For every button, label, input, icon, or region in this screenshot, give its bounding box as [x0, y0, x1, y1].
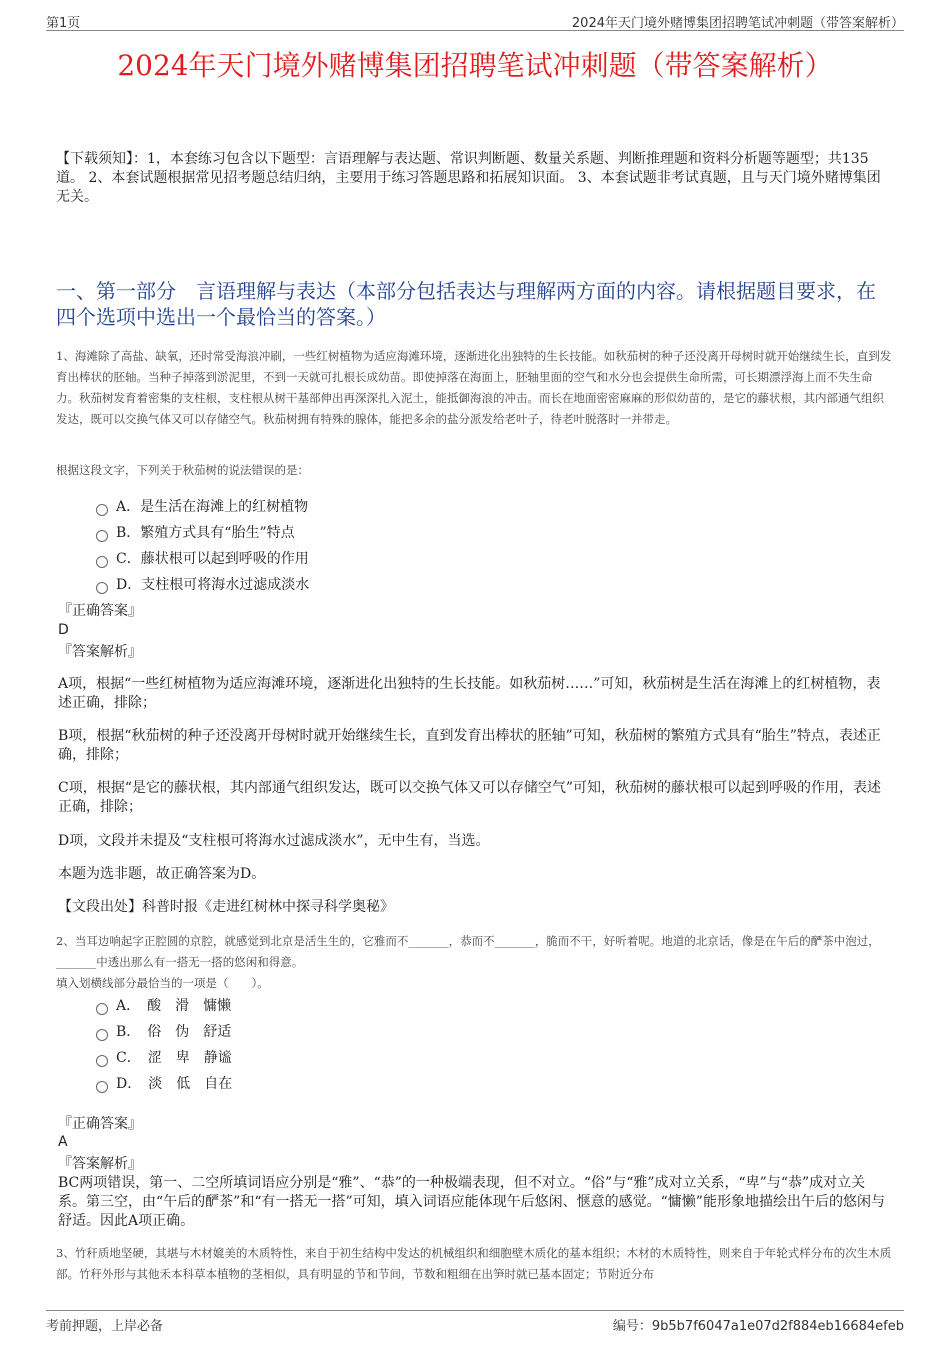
footer-slogan: 考前押题，上岸必备: [46, 1319, 164, 1334]
question-1-options: [96, 494, 309, 598]
page-footer: [46, 1310, 904, 1334]
radio-icon[interactable]: [96, 1003, 108, 1015]
q1-conclusion: 本题为选非题，故正确答案为D。: [58, 866, 266, 882]
q1-analysis-d: D项，文段并未提及“支柱根可将海水过滤成淡水”，无中生有，当选。: [58, 833, 490, 849]
q1-analysis-label: 『答案解析』: [58, 644, 142, 660]
section-heading: 一、第一部分 言语理解与表达（本部分包括表达与理解两方面的内容。请根据题目要求，在四个选项中选出一个最恰当的答案。）: [56, 279, 876, 329]
q1-option-d[interactable]: D．支柱根可将海水过滤成淡水: [96, 572, 309, 598]
question-1-stem: 1、海滩除了高盐、缺氧，还时常受海浪冲刷，一些红树植物为适应海滩环境，逐渐进化出独特的生长技能。如秋茄树的种子还没离开母树时就开始继续生长，直到发育出棒状的胚轴。当种子掉落到淤泥里，不到一天就可扎根长成幼苗。即使掉落在海面上，胚轴里面的空气和水分也会提供生命所需，可长期漂浮海上而不失生命力。秋茄树发育着密集的支柱根，支柱根从树干基部伸出再深深扎入泥土，能抵御海浪的冲击。而长在地面密密麻麻的形似幼苗的，是它的藤状根，其内部通气组织发达，既可以交换气体又可以存储空气。秋茄树拥有特殊的腺体，能把多余的盐分派发给老叶子，待老叶脱落时一并带走。: [56, 349, 892, 426]
q2-analysis: BC两项错误，第一、二空所填词语应分别是“雅”、“恭”的一种极端表现，但不对立。“俗”与“雅”成对立关系，“卑”与“恭”成对立关系。第三空，由“午后的酽茶”和“有一搭无一搭”可知，填入词语应能体现午后悠闲、惬意的感觉。“慵懒”能形象地描绘出午后的悠闲与舒适。因此A项正确。: [58, 1175, 885, 1229]
radio-icon[interactable]: [96, 530, 108, 542]
q1-source: 【文段出处】科普时报《走进红树林中探寻科学奥秘》: [58, 899, 394, 915]
q1-option-c[interactable]: C．藤状根可以起到呼吸的作用: [96, 546, 309, 572]
download-notice: 【下载须知】：1，本套练习包含以下题型：言语理解与表达题、常识判断题、数量关系题、判断推理题和资料分析题等题型；共135道。 2、本套试题根据常见招考题总结归纳，主要用于练习答题思路和拓展知识面。 3、本套试题非考试真题，且与天门境外赌博集团无关。: [56, 151, 881, 205]
radio-icon[interactable]: [96, 556, 108, 568]
radio-icon[interactable]: [96, 1081, 108, 1093]
q1-option-b[interactable]: B．繁殖方式具有“胎生”特点: [96, 520, 309, 546]
q2-answer: A: [58, 1134, 68, 1150]
q2-analysis-label: 『答案解析』: [58, 1156, 142, 1172]
footer-code: 编号：9b5b7f6047a1e07d2f884eb16684efeb: [612, 1319, 904, 1334]
page-number: 第1页: [46, 16, 81, 31]
radio-icon[interactable]: [96, 1055, 108, 1067]
question-2-ask: 填入划横线部分最恰当的一项是（ ）。: [56, 976, 269, 990]
question-2-stem: 2、当耳边响起字正腔圆的京腔，就感觉到北京是活生生的，它雅而不_______，恭而不_______，脆而不干，好听着呢。地道的北京话，像是在午后的酽茶中泡过，_______中透出那么有一搭无一搭的悠闲和得意。: [56, 934, 880, 969]
radio-icon[interactable]: [96, 1029, 108, 1041]
q1-analysis-b: B项，根据“秋茄树的种子还没离开母树时就开始继续生长，直到发育出棒状的胚轴”可知，秋茄树的繁殖方式具有“胎生”特点，表述正确，排除；: [58, 728, 881, 763]
q2-option-c[interactable]: C． 涩 卑 静谧: [96, 1045, 232, 1071]
q1-analysis-c: C项，根据“是它的藤状根，其内部通气组织发达，既可以交换气体又可以存储空气”可知，秋茄树的藤状根可以起到呼吸的作用，表述正确，排除；: [58, 780, 882, 815]
page-header: [46, 8, 904, 31]
q2-answer-label: 『正确答案』: [58, 1116, 142, 1132]
question-3-stem: 3、竹秆质地坚硬，其堪与木材媲美的木质特性，来自于初生结构中发达的机械组织和细胞壁木质化的基本组织；木材的木质特性，则来自于年轮式样分布的次生木质部。竹秆外形与其他禾本科草本植物的茎相似，具有明显的节和节间，节数和粗细在出笋时就已基本固定；节附近分布: [56, 1246, 892, 1281]
q1-option-a[interactable]: A．是生活在海滩上的红树植物: [96, 494, 309, 520]
q2-option-d[interactable]: D． 淡 低 自在: [96, 1071, 232, 1097]
question-2-options: [96, 993, 232, 1097]
document-title: 2024年天门境外赌博集团招聘笔试冲刺题（带答案解析）: [117, 49, 833, 82]
q1-answer-label: 『正确答案』: [58, 603, 142, 619]
q1-answer: D: [58, 622, 69, 638]
q1-analysis-a: A项，根据“一些红树植物为适应海滩环境，逐渐进化出独特的生长技能。如秋茄树……”可知，秋茄树是生活在海滩上的红树植物，表述正确，排除；: [58, 676, 881, 711]
radio-icon[interactable]: [96, 504, 108, 516]
q2-option-b[interactable]: B． 俗 伪 舒适: [96, 1019, 232, 1045]
header-doc-title: 2024年天门境外赌博集团招聘笔试冲刺题（带答案解析）: [571, 16, 904, 31]
radio-icon[interactable]: [96, 582, 108, 594]
q2-option-a[interactable]: A． 酸 滑 慵懒: [96, 993, 232, 1019]
question-1-ask: 根据这段文字，下列关于秋茄树的说法错误的是：: [56, 463, 309, 477]
